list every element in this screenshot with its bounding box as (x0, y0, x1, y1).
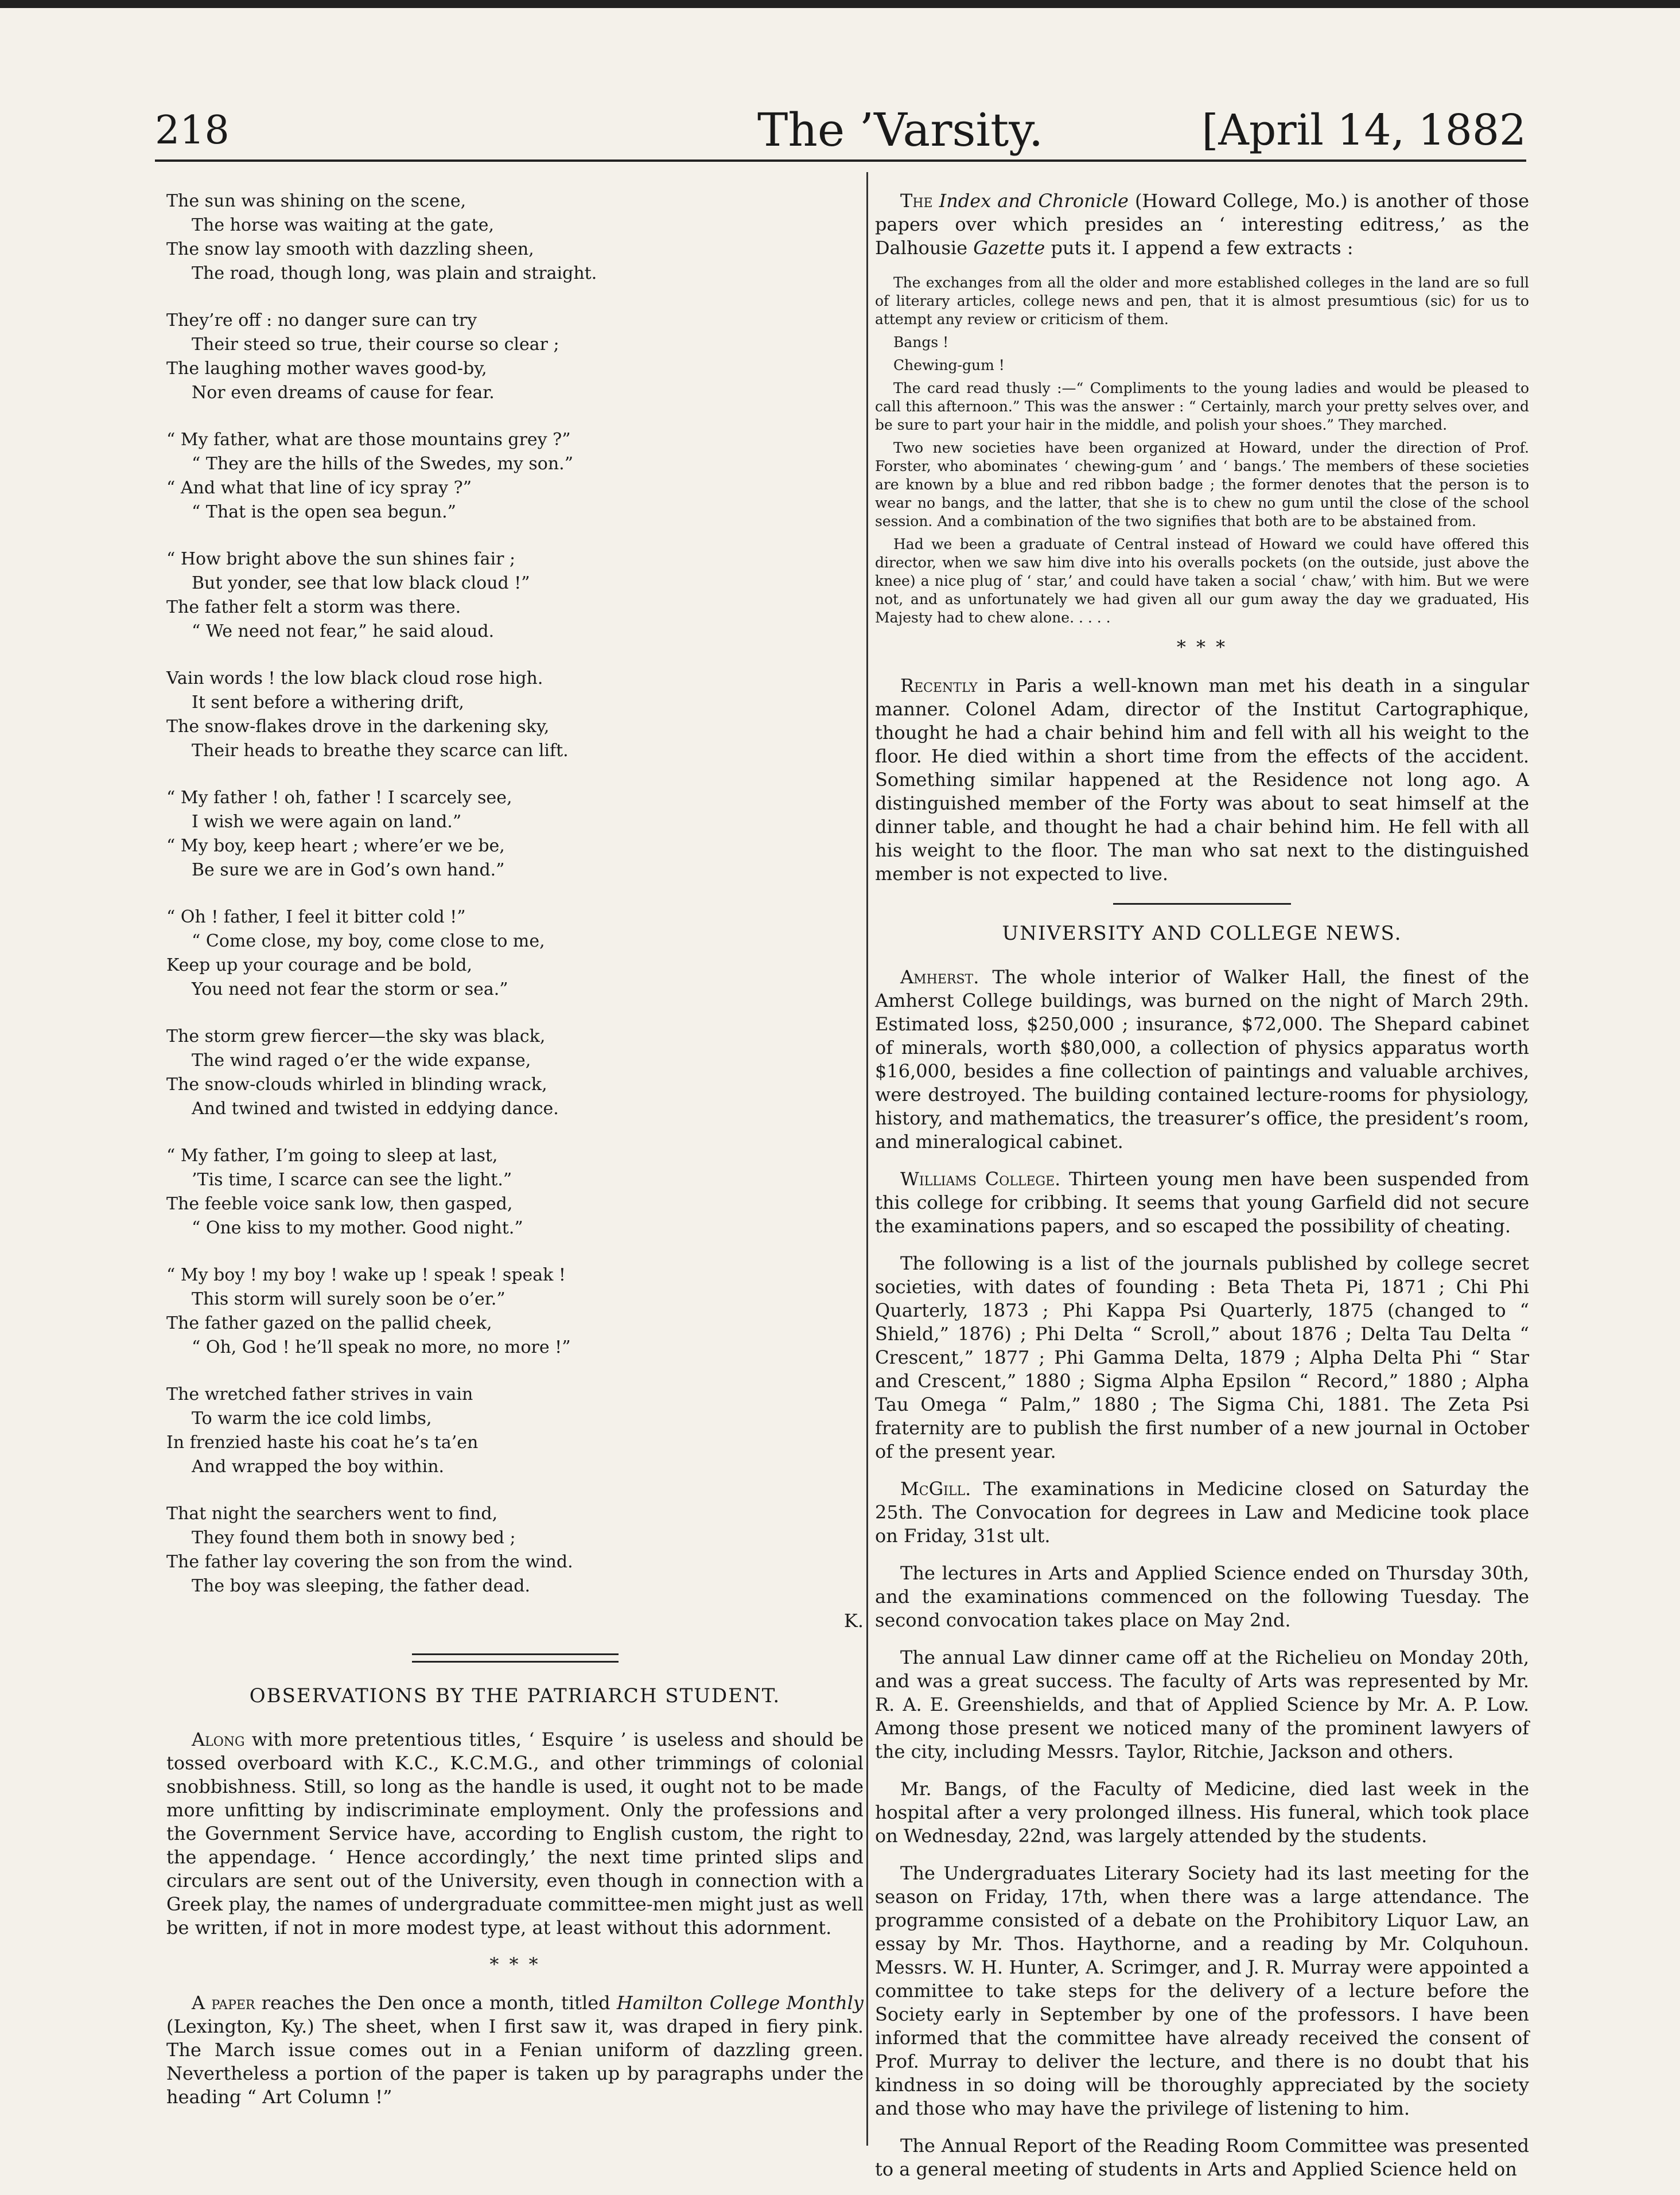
paragraph-text: (Howard College, Mo.) is another of those papers over which presides an ‘ interesting editress,’ as the Dalhousie (875, 190, 1530, 259)
poem-line: They found them both in snowy bed ; (192, 1528, 516, 1548)
journal-title: Index and Chronicle (939, 190, 1129, 212)
lead-word: Amherst. (900, 966, 979, 988)
poem-line: To warm the ice cold limbs, (192, 1408, 432, 1429)
paragraph-text: reaches the Den once a month, titled (255, 1992, 617, 2014)
poem-stanza (166, 1383, 864, 1479)
poem-line: The father gazed on the pallid cheek, (166, 1313, 492, 1333)
mcgill-news-paragraph: Mr. Bangs, of the Faculty of Medicine, died last week in the hospital after a very prolonged illness. His funeral, which took place on Wednesday, 22nd, was largely attended by the students. (875, 1778, 1529, 1847)
extract-paragraph: The exchanges from all the older and more established colleges in the land are so full of literary articles, college news and pen, that it is almost presumtious (sic) for us to attempt any review or criticism of them. (875, 274, 1529, 328)
section-rule (1113, 903, 1291, 905)
poem-stanza (166, 1502, 864, 1598)
extract-paragraph: Chewing-gum ! (893, 357, 1005, 373)
poem-line: “ My boy, keep heart ; where’er we be, (166, 836, 505, 856)
extract-paragraph: Had we been a graduate of Central instead of Howard we could have offered this director, when we saw him dive into his overalls pockets (on the outside, just above the knee) a nice plug of ‘ star,’ and could have taken a social ‘ chaw,’ with him. But we were not, and as unfortunately we had given all our gum away the day we graduated, His Majesty had to chew alone. . . . . (875, 536, 1529, 626)
poem-line: The boy was sleeping, the father dead. (192, 1576, 531, 1596)
mcgill-news-paragraph: The annual Law dinner came off at the Richelieu on Monday 20th, and was a great success. The faculty of Arts was represented by Mr. R. A. E. Greenshields, and that of Applied Science by Mr. A. P. Low. Among those present we noticed many of the prominent lawyers of the city, including Messrs. Taylor, Ritchie, Jackson and others. (875, 1647, 1529, 1762)
poem-line: The road, though long, was plain and straight. (192, 263, 597, 283)
right-column (875, 189, 1529, 2195)
poem-line: “ One kiss to my mother. Good night.” (192, 1218, 523, 1238)
news-heading: UNIVERSITY AND COLLEGE NEWS. (1002, 922, 1402, 945)
lead-word: Williams College. (900, 1168, 1061, 1190)
journals-paragraph: The following is a list of the journals published by college secret societies, with dates of founding : Beta Theta Pi, 1871 ; Chi Phi Quarterly, 1873 ; Phi Kappa Psi Quarterly, 1875 (changed to “ Shield,” 1876) ; Phi Delta “ Scroll,” about 1876 ; Delta Tau Delta “ Crescent,” 1877 ; Phi Gamma Delta, 1879 ; Alpha Delta Phi “ Star and Crescent,” 1880 ; Sigma Alpha Epsilon “ Record,” 1880 ; Alpha Tau Omega “ Palm,” 1880 ; The Sigma Chi, 1881. The Zeta Psi fraternity are to publish the first number of a new journal in October of the present year. (875, 1252, 1529, 1462)
publication-title: The ’Varsity. (757, 103, 1044, 157)
williams-paragraph (875, 1167, 1529, 1238)
poem-signature: K. (843, 1610, 864, 1632)
paragraph-text: The whole interior of Walker Hall, the finest of the Amherst College buildings, was burned on the night of March 29th. Estimated loss, $250,000 ; insurance, $72,000. The Shepard cabinet of minerals, worth $80,000, a collection of physics apparatus worth $16,000, besides a fine collection of paintings and valuable archives, were destroyed. The building contained lecture-rooms for physiology, history, and mathematics, the treasurer’s office, the president’s room, and mineralogical cabinet. (875, 966, 1529, 1153)
poem-line: “ My boy ! my boy ! wake up ! speak ! speak ! (166, 1265, 566, 1285)
poem-line: That night the searchers went to find, (166, 1504, 498, 1524)
page-header (155, 103, 1526, 166)
extract-paragraph: The card read thusly :—“ Compliments to the young ladies and would be pleased to call this afternoon.” This was the answer : “ Certainly, march your pretty selves over, and be sure to part your hair in the middle, and polish your shoes.” They marched. (875, 380, 1529, 433)
poem-line: The snow-clouds whirled in blinding wrack, (166, 1075, 547, 1095)
poem-line: The father felt a storm was there. (166, 597, 461, 617)
poem-line: This storm will surely soon be o’er.” (192, 1289, 505, 1309)
extract-paragraph: Two new societies have been organized at Howard, under the direction of Prof. Forster, who abominates ‘ chewing-gum ’ and ‘ bangs.’ The members of these societies are known by a blue and red ribbon badge ; the former denotes that the person is to wear no bangs, and the latter, that she is to chew no gum until the close of the school session. And a combination of the two signifies that both are to be abstained from. (875, 439, 1529, 530)
lead-word: A paper (192, 1992, 255, 2014)
mcgill-paragraph (875, 1477, 1529, 1548)
poem-line: It sent before a withering drift, (192, 692, 464, 713)
lead-word: The (900, 190, 933, 212)
poem-line: “ Come close, my boy, come close to me, (192, 931, 545, 951)
poem-stanza (166, 547, 864, 644)
poem (166, 189, 864, 1598)
paragraph-text: Thirteen young men have been suspended from this college for cribbing. It seems that young Garfield did not secure the examinations papers, and so escaped the possibility of cheating. (875, 1168, 1529, 1237)
page-top-border (0, 0, 1680, 8)
paragraph-text: (Lexington, Ky.) The sheet, when I first saw it, was draped in fiery pink. The March issue comes out in a Fenian uniform of dazzling green. Nevertheless a portion of the paper is taken up by paragraphs under the heading “ Art Column !” (166, 2015, 864, 2108)
poem-line: The wind raged o’er the wide expanse, (192, 1050, 531, 1071)
recently-paragraph (875, 674, 1529, 886)
poem-line: Nor even dreams of cause for fear. (192, 383, 495, 403)
poem-line: “ My father, I’m going to sleep at last, (166, 1146, 498, 1166)
poem-line: “ Oh, God ! he’ll speak no more, no more !” (192, 1337, 571, 1357)
column-divider (866, 172, 868, 2146)
poem-stanza (166, 189, 864, 286)
section-rule (412, 1653, 619, 1663)
poem-line: “ That is the open sea begun.” (192, 502, 457, 522)
observations-paragraph-1 (166, 1728, 864, 1940)
issue-date: [April 14, 1882 (1201, 106, 1526, 155)
lead-word: McGill. (900, 1478, 971, 1500)
mcgill-news-paragraph: The lectures in Arts and Applied Science ended on Thursday 30th, and the examinations commenced on the following Tuesday. The second convocation takes place on May 2nd. (875, 1562, 1529, 1631)
poem-stanza (166, 786, 864, 882)
observations-heading: OBSERVATIONS BY THE PATRIARCH STUDENT. (249, 1684, 781, 1707)
poem-line: The storm grew fiercer—the sky was black, (166, 1026, 546, 1046)
page-number: 218 (155, 108, 230, 153)
lead-word: Recently (900, 675, 978, 696)
paragraph-text: puts it. I append a few extracts : (1045, 237, 1354, 259)
poem-stanza (166, 1025, 864, 1121)
poem-line: The laughing mother waves good-by, (166, 359, 487, 379)
poem-line: The feeble voice sank low, then gasped, (166, 1194, 513, 1214)
index-chronicle-intro (875, 189, 1529, 260)
poem-line: The snow lay smooth with dazzling sheen, (166, 239, 534, 259)
poem-line: The horse was waiting at the gate, (192, 215, 494, 235)
poem-line: The snow-flakes drove in the darkening sky, (166, 717, 550, 737)
paragraph-text: in Paris a well-known man met his death in a singular manner. Colonel Adam, director of the Institut Cartographique, thought he had a chair behind him and fell with all his weight to the floor. He died within a short time from the effects of the accident. Something similar happened at the Residence not long ago. A distinguished member of the Forty was about to seat himself at the dinner table, and thought he had a chair behind him. He fell with all his weight to the floor. The man who sat next to the distinguished member is not expected to live. (875, 675, 1529, 885)
poem-line: ’Tis time, I scarce can see the light.” (192, 1170, 512, 1190)
mcgill-news-paragraph: The Annual Report of the Reading Room Committee was presented to a general meeting of students in Arts and Applied Science held on (875, 2135, 1529, 2180)
poem-stanza (166, 905, 864, 1002)
poem-stanza (166, 667, 864, 763)
poem-line: “ How bright above the sun shines fair ; (166, 549, 516, 569)
amherst-paragraph (875, 966, 1529, 1154)
poem-line: “ Oh ! father, I feel it bitter cold !” (166, 907, 466, 927)
lead-word: Along (192, 1729, 245, 1750)
poem-line: I wish we were again on land.” (192, 812, 462, 832)
paragraph-text: with more pretentious titles, ‘ Esquire ’ is useless and should be tossed overboard with K.C., K.C.M.G., and other trimmings of colonial snobbishness. Still, so long as the handle is used, it ought not to be made more unfitting by indiscriminate employment. Only the professions and the Government Service have, according to English custom, the right to the appendage. ‘ Hence accordingly,’ the next time printed slips and circulars are sent out of the University, even though in connection with a Greek play, the names of undergraduate committee-men might just as well be written, if not in more modest type, at least without this adornment. (166, 1729, 864, 1939)
observations-paragraph-2 (166, 1991, 864, 2109)
poem-line: They’re off : no danger sure can try (166, 310, 477, 330)
extract-paragraph: Bangs ! (893, 334, 949, 351)
poem-line: The sun was shining on the scene, (166, 191, 466, 211)
poem-line: And twined and twisted in eddying dance. (192, 1099, 559, 1119)
poem-line: Their steed so true, their course so clear ; (192, 334, 559, 355)
poem-stanza (166, 1263, 864, 1360)
poem-line: “ They are the hills of the Swedes, my son.” (192, 454, 574, 474)
poem-line: You need not fear the storm or sea.” (192, 979, 508, 999)
poem-line: But yonder, see that low black cloud !” (192, 573, 530, 593)
poem-stanza (166, 1144, 864, 1240)
section-stars: * * * (1176, 636, 1228, 658)
poem-line: “ My father, what are those mountains grey ?” (166, 430, 571, 450)
journal-title: Hamilton College Monthly (616, 1992, 864, 2014)
poem-line: The father lay covering the son from the wind. (166, 1552, 573, 1572)
poem-line: Keep up your courage and be bold, (166, 955, 473, 975)
poem-stanza (166, 309, 864, 405)
mcgill-news-paragraph: The Undergraduates Literary Society had its last meeting for the season on Friday, 17th, when there was a large attendance. The programme consisted of a debate on the Prohibitory Liquor Law, an essay by Mr. Thos. Haythorne, and a reading by Mr. Colquhoun. Messrs. W. H. Hunter, A. Scrimger, and J. R. Murray were appointed a committee to take steps for the delivery of a lecture before the Society early in September by one of the professors. I have been informed that the committee have already received the consent of Prof. Murray to deliver the lecture, and there is no doubt that his kindness in so doing will be thoroughly appreciated by the society and those who may have the privilege of listening to him. (875, 1862, 1529, 2119)
poem-line: The wretched father strives in vain (166, 1384, 473, 1404)
header-rule (155, 159, 1526, 162)
left-column (166, 189, 864, 2123)
poem-line: “ My father ! oh, father ! I scarcely see, (166, 788, 512, 808)
poem-line: In frenzied haste his coat he’s ta’en (166, 1433, 479, 1453)
journal-title: Gazette (973, 237, 1045, 259)
extracts (875, 274, 1529, 627)
poem-line: “ We need not fear,” he said aloud. (192, 621, 495, 641)
mcgill-paragraphs (875, 1562, 1529, 2181)
poem-line: Vain words ! the low black cloud rose high. (166, 668, 543, 688)
poem-line: And wrapped the boy within. (192, 1457, 445, 1477)
poem-line: Be sure we are in God’s own hand.” (192, 860, 505, 880)
paragraph-text: The examinations in Medicine closed on Saturday the 25th. The Convocation for degrees in Law and Medicine took place on Friday, 31st ult. (875, 1478, 1529, 1547)
poem-line: Their heads to breathe they scarce can lift. (192, 741, 569, 761)
section-stars: * * * (489, 1953, 540, 1975)
poem-stanza (166, 428, 864, 524)
poem-line: “ And what that line of icy spray ?” (166, 478, 472, 498)
